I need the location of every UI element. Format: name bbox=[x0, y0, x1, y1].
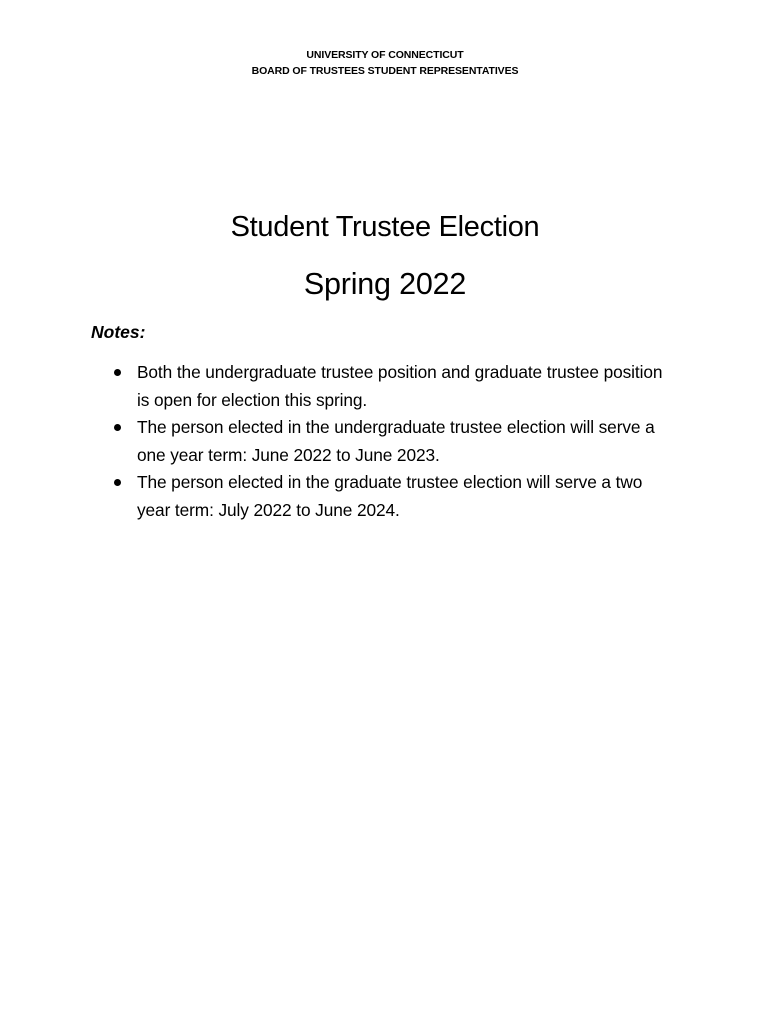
document-title: Student Trustee Election bbox=[230, 211, 540, 243]
list-item bbox=[112, 469, 672, 524]
bullet-icon bbox=[114, 369, 121, 376]
list-item bbox=[112, 414, 672, 469]
header-institution: UNIVERSITY OF CONNECTICUT bbox=[306, 49, 464, 61]
header-board: BOARD OF TRUSTEES STUDENT REPRESENTATIVES bbox=[251, 65, 519, 77]
note-text: Both the undergraduate trustee position and graduate trustee position is open for election this spring. bbox=[137, 362, 663, 410]
document-header bbox=[0, 47, 770, 79]
document-subtitle: Spring 2022 bbox=[303, 267, 467, 301]
bullet-icon bbox=[114, 479, 121, 486]
list-item bbox=[112, 359, 672, 414]
note-text: The person elected in the undergraduate trustee election will serve a one year term: June 2022 to June 2023. bbox=[137, 417, 655, 465]
bullet-icon bbox=[114, 424, 121, 431]
notes-list bbox=[112, 359, 672, 524]
notes-label: Notes: bbox=[91, 322, 146, 342]
note-text: The person elected in the graduate trustee election will serve a two year term: July 2022 to June 2024. bbox=[137, 472, 643, 520]
